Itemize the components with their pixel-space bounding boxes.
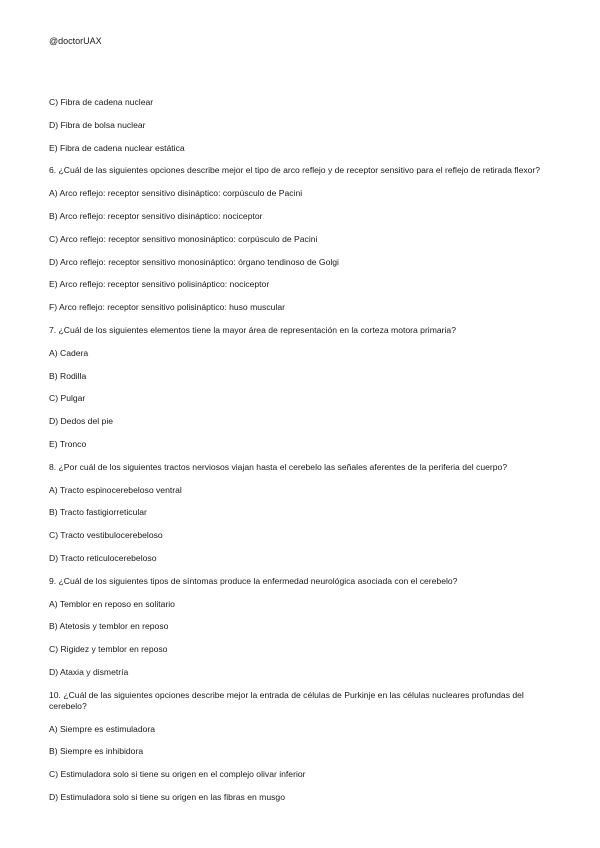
- answer-option: B) Arco reflejo: receptor sensitivo disináptico: nociceptor: [49, 210, 263, 221]
- answer-option: C) Tracto vestibulocerebeloso: [49, 530, 163, 541]
- question-7: 7. ¿Cuál de los siguientes elementos tiene la mayor área de representación en la corteza motora primaria?: [49, 324, 456, 335]
- question-9: 9. ¿Cuál de los siguientes tipos de síntomas produce la enfermedad neurológica asociada con el cerebelo?: [49, 575, 458, 586]
- answer-option: D) Fibra de bolsa nuclear: [49, 119, 146, 130]
- answer-option: C) Pulgar: [49, 393, 86, 404]
- answer-option: E) Fibra de cadena nuclear estática: [49, 142, 185, 153]
- question-6: 6. ¿Cuál de las siguientes opciones describe mejor el tipo de arco reflejo y de receptor sensitivo para el reflejo de retirada flexor?: [49, 165, 541, 176]
- question-list: [49, 97, 555, 815]
- answer-option: F) Arco reflejo: receptor sensitivo polisináptico: huso muscular: [49, 302, 285, 313]
- answer-option: C) Estimuladora solo si tiene su origen en el complejo olivar inferior: [49, 769, 306, 780]
- answer-option: A) Cadera: [49, 347, 89, 358]
- answer-option: C) Rigidez y temblor en reposo: [49, 644, 168, 655]
- answer-option: D) Estimuladora solo si tiene su origen en las fibras en musgo: [49, 791, 285, 802]
- answer-option: A) Siempre es estimuladora: [49, 723, 156, 734]
- answer-option: A) Arco reflejo: receptor sensitivo disináptico: corpúsculo de Pacini: [49, 188, 303, 199]
- answer-option: B) Tracto fastigiorreticular: [49, 507, 147, 518]
- answer-option: A) Temblor en reposo en solitario: [49, 598, 175, 609]
- answer-option: E) Arco reflejo: receptor sensitivo polisináptico: nociceptor: [49, 279, 270, 290]
- question-8: 8. ¿Por cuál de los siguientes tractos nerviosos viajan hasta el cerebelo las señales aferentes de la periferia del cuerpo?: [49, 461, 508, 472]
- answer-option: E) Tronco: [49, 438, 87, 449]
- answer-option: B) Siempre es inhibidora: [49, 746, 144, 757]
- question-10: 10. ¿Cuál de las siguientes opciones describe mejor la entrada de células de Purkinje en las células nucleares profundas del cerebelo?: [49, 689, 524, 711]
- answer-option: C) Arco reflejo: receptor sensitivo monosináptico: corpúsculo de Pacini: [49, 233, 318, 244]
- author-handle: @doctorUAX: [49, 36, 102, 46]
- answer-option: C) Fibra de cadena nuclear: [49, 97, 154, 107]
- answer-option: B) Atetosis y temblor en reposo: [49, 621, 169, 632]
- answer-option: A) Tracto espinocerebeloso ventral: [49, 484, 182, 495]
- answer-option: D) Tracto reticulocerebeloso: [49, 552, 157, 563]
- answer-option: D) Arco reflejo: receptor sensitivo monosináptico: órgano tendinoso de Golgi: [49, 256, 339, 267]
- answer-option: D) Dedos del pie: [49, 416, 114, 427]
- answer-option: B) Rodilla: [49, 370, 87, 381]
- answer-option: D) Ataxia y dismetría: [49, 666, 129, 677]
